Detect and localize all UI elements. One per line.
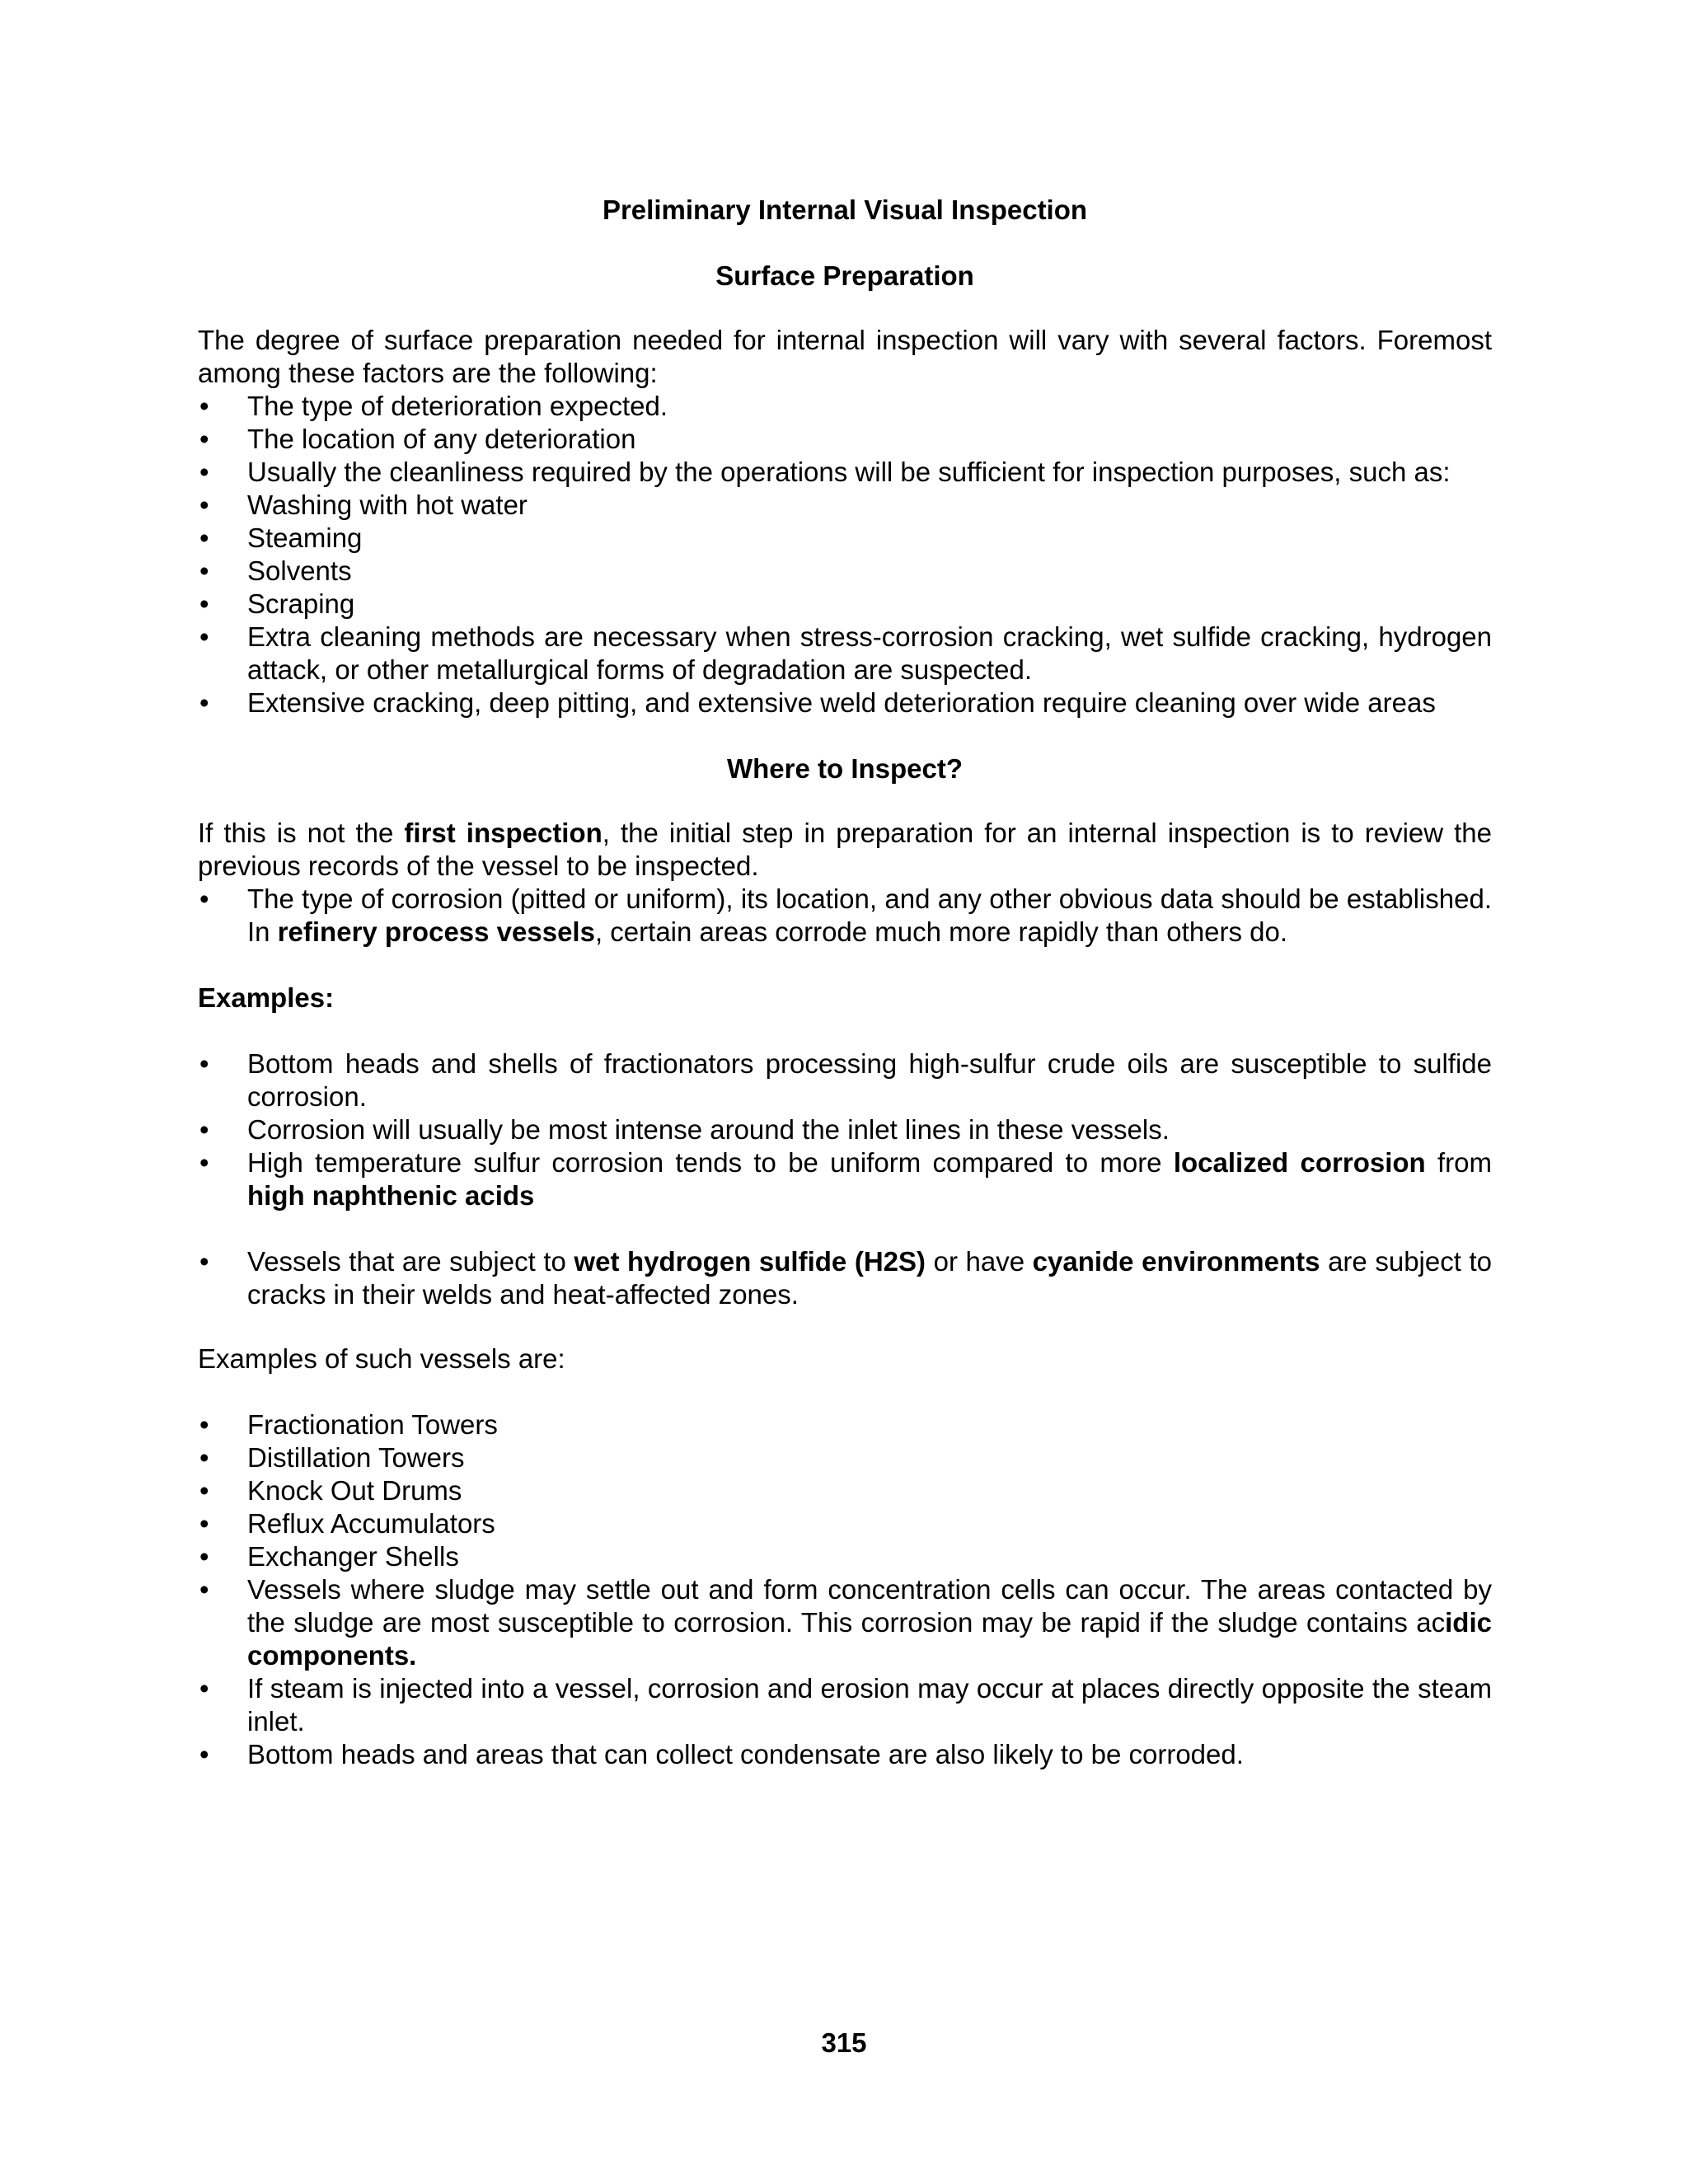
- bullet-icon: •: [199, 1442, 209, 1473]
- list-item: • Vessels that are subject to wet hydrogen sulfide (H2S) or have cyanide environments are subject to cracks in their welds and heat-affected zones.: [199, 1246, 1492, 1310]
- bullet-icon: •: [199, 555, 209, 586]
- bullet-icon: •: [199, 1508, 209, 1539]
- list-item: • The location of any deterioration: [199, 424, 636, 454]
- bullet-icon: •: [199, 1246, 209, 1277]
- list-item: • If steam is injected into a vessel, corrosion and erosion may occur at places directly opposite the steam inlet.: [199, 1673, 1492, 1736]
- list-item: • Bottom heads and areas that can collect condensate are also likely to be corroded.: [199, 1739, 1244, 1769]
- list-item: • Distillation Towers: [199, 1442, 465, 1473]
- surface-bullet-list: [198, 390, 1492, 719]
- list-item: • Bottom heads and shells of fractionators processing high-sulfur crude oils are susceptible to sulfide corrosion.: [199, 1048, 1492, 1112]
- list-item: • Reflux Accumulators: [199, 1508, 495, 1539]
- bullet-icon: •: [199, 391, 209, 421]
- list-item: • Vessels where sludge may settle out and form concentration cells can occur. The areas contacted by the sludge are most susceptible to corrosion. This corrosion may be rapid if the sludge contains acidic components.: [199, 1574, 1492, 1671]
- surface-preparation-heading: Surface Preparation: [715, 260, 974, 291]
- list-item: • Scraping: [199, 588, 355, 619]
- bullet-icon: •: [199, 1048, 209, 1079]
- list-item: • Solvents: [199, 555, 352, 586]
- where-to-inspect-heading: Where to Inspect?: [726, 753, 964, 784]
- vessels-bullet-list: [198, 1408, 1492, 1771]
- list-item: • Knock Out Drums: [199, 1475, 462, 1506]
- bullet-icon: •: [199, 424, 209, 454]
- list-item: • High temperature sulfur corrosion tends to be uniform compared to more localized corrosion from high naphthenic acids: [199, 1147, 1492, 1211]
- main-heading: Preliminary Internal Visual Inspection: [602, 194, 1088, 225]
- list-item: • Extra cleaning methods are necessary when stress-corrosion cracking, wet sulfide cracking, hydrogen attack, or other metallurgical forms of degradation are suspected.: [199, 621, 1492, 685]
- page-number: 315: [821, 2027, 867, 2058]
- bullet-icon: •: [199, 621, 209, 652]
- document-page: [198, 194, 1492, 1771]
- bullet-icon: •: [199, 1147, 209, 1178]
- bullet-icon: •: [199, 1574, 209, 1605]
- surface-intro-paragraph: The degree of surface preparation needed for internal inspection will vary with several factors. Foremost among these factors are the following:: [198, 325, 1492, 388]
- bullet-icon: •: [199, 687, 209, 718]
- list-item: • Fractionation Towers: [199, 1409, 498, 1440]
- bullet-icon: •: [199, 1475, 209, 1506]
- bullet-icon: •: [199, 1541, 209, 1572]
- examples-bullet-list: [198, 1047, 1492, 1311]
- bullet-icon: •: [199, 1739, 209, 1769]
- where-intro-paragraph: If this is not the first inspection, the initial step in preparation for an internal inspection is to review the previous records of the vessel to be inspected.: [198, 818, 1493, 881]
- list-item: • Usually the cleanliness required by the operations will be sufficient for inspection purposes, such as:: [199, 457, 1451, 487]
- examples-label: Examples:: [198, 982, 335, 1013]
- bullet-icon: •: [199, 588, 209, 619]
- list-item: • Exchanger Shells: [199, 1541, 459, 1572]
- where-bullet-list: [198, 883, 1492, 949]
- list-item: • The type of corrosion (pitted or uniform), its location, and any other obvious data should be established. In refinery process vessels, certain areas corrode much more rapidly than others do.: [199, 883, 1492, 947]
- list-item: • Extensive cracking, deep pitting, and extensive weld deterioration require cleaning over wide areas: [199, 687, 1436, 718]
- list-item: • Steaming: [199, 523, 363, 553]
- list-item: • Corrosion will usually be most intense around the inlet lines in these vessels.: [199, 1114, 1170, 1145]
- bullet-icon: •: [199, 457, 209, 487]
- vessels-intro-paragraph: Examples of such vessels are:: [198, 1343, 565, 1374]
- bullet-icon: •: [199, 523, 209, 553]
- bullet-icon: •: [199, 1409, 209, 1440]
- bullet-icon: •: [199, 1673, 209, 1704]
- bullet-icon: •: [199, 1114, 209, 1145]
- bullet-icon: •: [199, 490, 209, 520]
- bullet-icon: •: [199, 883, 209, 914]
- list-item: • Washing with hot water: [199, 490, 528, 520]
- list-item: • The type of deterioration expected.: [199, 391, 668, 421]
